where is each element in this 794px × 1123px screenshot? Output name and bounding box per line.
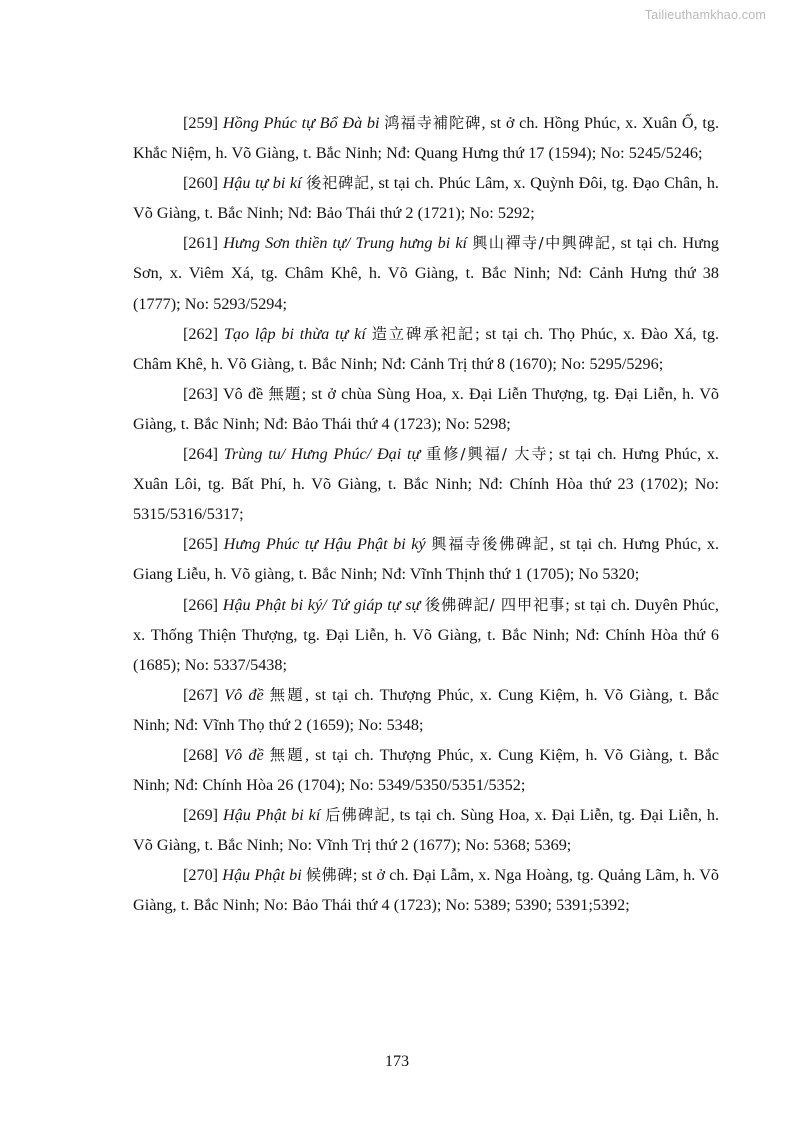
entry-number: [268] <box>183 745 219 764</box>
entry-body: , ts tại ch. Sùng Hoa, x. Đại Liễn, tg. Đại Liễn, h. Võ Giàng, t. Bắc Ninh; No: Vĩnh Trị thứ 2 (1677); No: 5368; 5369; <box>133 806 719 855</box>
entry-title-han: 後祀碑記 <box>306 174 370 193</box>
entry-number: [263] <box>183 384 219 403</box>
entry-title-han: 無題 <box>269 745 305 764</box>
entry-title-latin: Hưng Phúc tự Hậu Phật bi ký <box>223 535 426 554</box>
entry-body: ; st ở ch. Đại Lẫm, x. Nga Hoàng, tg. Quảng Lãm, h. Võ Giàng, t. Bắc Ninh; No: Bảo Thái thứ 4 (1723); No: 5389; 5390; 5391;5392; <box>133 866 720 915</box>
entry-title-han: 無題 <box>269 685 305 704</box>
entry-title-latin: Tạo lập bi thừa tự kí <box>223 324 366 343</box>
entry-title-latin: Vô đề <box>224 685 264 704</box>
entry-body: ; st tại ch. Hưng Phúc, x. Xuân Lôi, tg. Bất Phí, h. Võ Giàng, t. Bắc Ninh; Nđ: Chính Hòa thứ 23 (1702); No: 5315/5316/5317; <box>133 445 719 524</box>
entry-title-latin: Vô đề <box>224 745 264 764</box>
entry-body: , st ở ch. Hồng Phúc, x. Xuân Ố, tg. Khắc Niệm, h. Võ Giàng, t. Bắc Ninh; Nđ: Quang Hưng thứ 17 (1594); No: 5245/5246; <box>133 114 719 163</box>
entry-number: [262] <box>183 324 219 343</box>
entry-body: , st tại ch. Phúc Lâm, x. Quỳnh Đôi, tg. Đạo Chân, h. Võ Giàng, t. Bắc Ninh; Nđ: Bảo Thái thứ 2 (1721); No: 5292; <box>133 174 719 223</box>
bibliography-entry <box>133 590 719 680</box>
bibliography-entry <box>133 319 719 379</box>
entry-number: [266] <box>183 595 219 614</box>
entry-body: ; st tại ch. Duyên Phúc, x. Thống Thiện Thượng, tg. Đại Liễn, h. Võ Giàng, t. Bắc Ninh; Nđ: Chính Hòa thứ 6 (1685); No: 5337/5438; <box>133 595 719 674</box>
entry-title-han: 重修/興福/ 大寺 <box>426 445 549 464</box>
entry-body: ; st tại ch. Thọ Phúc, x. Đào Xá, tg. Châm Khê, h. Võ Giàng, t. Bắc Ninh; Nđ: Cảnh Trị thứ 8 (1670); No: 5295/5296; <box>133 324 720 373</box>
bibliography-entry <box>133 800 719 860</box>
bibliography-entry <box>133 439 719 529</box>
entry-title-latin: Hậu Phật bi ký/ Tứ giáp tự sự <box>222 595 421 614</box>
bibliography-entry <box>133 108 719 168</box>
entry-body: , st tại ch. Thượng Phúc, x. Cung Kiệm, h. Võ Giàng, t. Bắc Ninh; Nđ: Chính Hòa 26 (1704); No: 5349/5350/5351/5352; <box>133 745 719 795</box>
entry-title-latin: Trùng tu/ Hưng Phúc/ Đại tự <box>223 445 421 464</box>
entry-title-latin: Hậu tự bi kí <box>222 174 302 193</box>
page-number: 173 <box>384 1052 410 1070</box>
entry-number: [261] <box>183 234 219 253</box>
entry-title-latin: Hậu Phật bi kí <box>222 806 321 825</box>
entry-body: , st tại ch. Thượng Phúc, x. Cung Kiệm, h. Võ Giàng, t. Bắc Ninh; Nđ: Vĩnh Thọ thứ 2 (1659); No: 5348; <box>133 685 719 734</box>
entry-number: [270] <box>183 866 219 885</box>
bibliography-entry <box>133 228 719 318</box>
entry-number: [265] <box>183 535 219 554</box>
entry-title-han: 候佛碑 <box>305 866 353 885</box>
entry-title-latin: Vô đề <box>222 384 264 403</box>
bibliography-entry <box>133 680 719 740</box>
entry-number: [260] <box>183 174 219 193</box>
page-body <box>133 108 719 921</box>
entry-title-han: 後佛碑記/ 四甲祀事 <box>425 595 566 614</box>
bibliography-entry <box>133 379 719 439</box>
entry-title-han: 興福寺後佛碑記 <box>431 535 551 554</box>
entry-title-han: 后佛碑記 <box>325 806 391 825</box>
watermark: Tailieuthamkhao.com <box>644 8 766 22</box>
bibliography-entry <box>133 860 719 920</box>
entry-title-han: 無題 <box>268 384 302 403</box>
entry-body: , st tại ch. Hưng Phúc, x. Giang Liễu, h. Võ giàng, t. Bắc Ninh; Nđ: Vĩnh Thịnh thứ 1 (1705); No 5320; <box>133 535 719 584</box>
entry-title-latin: Hậu Phật bi <box>222 866 302 885</box>
entry-title-han: 鸿福寺補陀碑 <box>384 114 482 132</box>
entry-title-han: 造立碑承祀記 <box>371 324 476 343</box>
entry-number: [267] <box>183 685 219 704</box>
bibliography-entry <box>133 529 719 589</box>
entry-number: [264] <box>183 445 219 464</box>
entry-title-latin: Hưng Sơn thiền tự/ Trung hưng bi kí <box>223 234 468 253</box>
entry-number: [269] <box>183 806 219 825</box>
entry-title-han: 興山禪寺/中興碑記 <box>472 234 612 253</box>
entry-number: [259] <box>183 114 219 132</box>
entry-body: ; st ở chùa Sùng Hoa, x. Đại Liễn Thượng, tg. Đại Liễn, h. Võ Giàng, t. Bắc Ninh; Nđ: Bảo Thái thứ 4 (1723); No: 5298; <box>133 384 719 433</box>
bibliography-entry <box>133 168 719 228</box>
entry-body: , st tại ch. Hưng Sơn, x. Viêm Xá, tg. Châm Khê, h. Võ Giàng, t. Bắc Ninh; Nđ: Cảnh Hưng thứ 38 (1777); No: 5293/5294; <box>133 234 720 313</box>
bibliography-entry <box>133 740 719 800</box>
entry-title-latin: Hồng Phúc tự Bổ Đà bi <box>222 114 380 132</box>
